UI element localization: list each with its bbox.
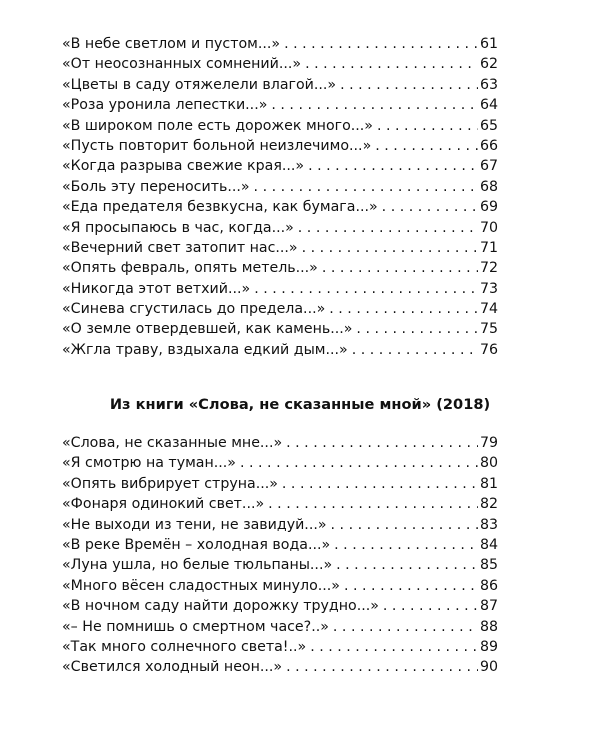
dot-leader <box>375 136 478 156</box>
dot-leader <box>352 340 478 360</box>
toc-entry-title: «Много вёсен сладостных минуло...» <box>62 577 340 594</box>
toc-entry-page: 89 <box>479 638 498 655</box>
toc-entry-page: 62 <box>479 56 498 73</box>
toc-entry-title: «В небе светлом и пустом...» <box>62 36 281 52</box>
dot-leader <box>254 177 478 197</box>
toc-entry-page: 82 <box>479 496 498 513</box>
toc-entry-title: «Никогда этот ветхий...» <box>62 280 251 297</box>
dot-leader <box>310 637 478 657</box>
toc-entry-title: «Пусть повторит больной неизлечимо...» <box>62 137 372 154</box>
toc-entry-page: 65 <box>479 117 498 134</box>
toc-entry-title: «Я просыпаюсь в час, когда...» <box>62 219 294 236</box>
dot-leader <box>377 116 478 136</box>
toc-entry[interactable] <box>62 136 498 156</box>
toc-entry[interactable] <box>62 433 498 453</box>
toc-entry-page: 61 <box>479 36 498 52</box>
toc-entry-page: 90 <box>479 659 498 676</box>
toc-entry-page: 86 <box>479 577 498 594</box>
dot-leader <box>308 156 478 176</box>
dot-leader <box>356 319 478 339</box>
toc-entry[interactable] <box>62 238 498 258</box>
toc-entry-title: «В широком поле есть дорожек много...» <box>62 117 373 134</box>
toc-entry[interactable] <box>62 299 498 319</box>
toc-entry-page: 85 <box>479 557 498 574</box>
toc-entry[interactable] <box>62 279 498 299</box>
dot-leader <box>286 433 478 453</box>
toc-entry-page: 73 <box>479 280 498 297</box>
toc-entry-page: 66 <box>479 137 498 154</box>
toc-entry-page: 83 <box>479 516 498 533</box>
toc-entry-title: «В ночном саду найти дорожку трудно...» <box>62 598 379 615</box>
toc-entry-title: «Вечерний свет затопит нас...» <box>62 239 298 256</box>
toc-entry-title: «Я смотрю на туман...» <box>62 455 236 472</box>
toc-entry[interactable] <box>62 197 498 217</box>
table-of-contents-part1 <box>62 34 498 360</box>
dot-leader <box>254 279 478 299</box>
toc-entry-title: «В реке Времён – холодная вода...» <box>62 536 331 553</box>
toc-entry-page: 63 <box>479 76 498 93</box>
dot-leader <box>268 494 478 514</box>
toc-entry-title: «Цветы в саду отяжелели влагой...» <box>62 76 337 93</box>
dot-leader <box>340 75 478 95</box>
toc-entry[interactable] <box>62 34 498 54</box>
toc-entry-page: 74 <box>479 301 498 318</box>
toc-entry-page: 75 <box>479 321 498 338</box>
dot-leader <box>333 617 478 637</box>
toc-entry-page: 87 <box>479 598 498 615</box>
toc-entry-title: «Светился холодный неон...» <box>62 659 283 676</box>
toc-entry-title: «Опять февраль, опять метель...» <box>62 260 318 277</box>
toc-entry-page: 79 <box>479 435 498 451</box>
toc-entry[interactable] <box>62 75 498 95</box>
dot-leader <box>329 299 478 319</box>
toc-entry-page: 81 <box>479 475 498 492</box>
toc-entry-title: «Еда предателя безвкусна, как бумага...» <box>62 199 378 216</box>
toc-entry[interactable] <box>62 474 498 494</box>
dot-leader <box>344 576 478 596</box>
dot-leader <box>322 258 478 278</box>
toc-entry-title: «Жгла траву, вздыхала едкий дым...» <box>62 341 348 358</box>
toc-entry-title: «Слова, не сказанные мне...» <box>62 435 283 451</box>
toc-entry[interactable] <box>62 657 498 677</box>
toc-entry-title: «Опять вибрирует струна...» <box>62 475 278 492</box>
toc-entry-page: 84 <box>479 536 498 553</box>
dot-leader <box>336 555 478 575</box>
toc-entry[interactable] <box>62 453 498 473</box>
dot-leader <box>302 238 478 258</box>
toc-entry-page: 71 <box>479 239 498 256</box>
toc-entry[interactable] <box>62 576 498 596</box>
toc-entry-title: «Не выходи из тени, не завидуй...» <box>62 516 327 533</box>
toc-entry-page: 68 <box>479 178 498 195</box>
dot-leader <box>240 453 478 473</box>
toc-entry[interactable] <box>62 95 498 115</box>
section-heading: Из книги «Слова, не сказанные мной» (2018) <box>109 396 491 413</box>
toc-entry[interactable] <box>62 116 498 136</box>
dot-leader <box>284 34 478 54</box>
toc-entry-page: 64 <box>479 97 498 114</box>
toc-entry-title: «Фонаря одинокий свет...» <box>62 496 265 513</box>
table-of-contents-part2 <box>62 433 498 678</box>
toc-entry-title: «От неосознанных сомнений...» <box>62 56 302 73</box>
toc-entry-page: 69 <box>479 199 498 216</box>
dot-leader <box>383 596 478 616</box>
dot-leader <box>331 515 478 535</box>
toc-entry-page: 88 <box>479 618 498 635</box>
toc-entry[interactable] <box>62 494 498 514</box>
toc-entry[interactable] <box>62 258 498 278</box>
dot-leader <box>282 474 478 494</box>
toc-entry-title: «Луна ушла, но белые тюльпаны...» <box>62 557 333 574</box>
dot-leader <box>286 657 478 677</box>
toc-entry-page: 80 <box>479 455 498 472</box>
toc-entry[interactable] <box>62 340 498 360</box>
toc-entry-page: 72 <box>479 260 498 277</box>
toc-entry[interactable] <box>62 637 498 657</box>
toc-entry[interactable] <box>62 596 498 616</box>
dot-leader <box>334 535 478 555</box>
toc-entry[interactable] <box>62 617 498 637</box>
toc-entry[interactable] <box>62 54 498 74</box>
toc-entry[interactable] <box>62 535 498 555</box>
toc-entry-page: 76 <box>479 341 498 358</box>
dot-leader <box>305 54 478 74</box>
toc-entry-title: «Синева сгустилась до предела...» <box>62 301 326 318</box>
toc-entry-title: «Роза уронила лепестки...» <box>62 97 268 114</box>
dot-leader <box>382 197 478 217</box>
toc-entry[interactable] <box>62 156 498 176</box>
toc-entry[interactable] <box>62 177 498 197</box>
toc-entry-page: 70 <box>479 219 498 236</box>
toc-entry-title: «О земле отвердевшей, как камень...» <box>62 321 353 338</box>
toc-entry[interactable] <box>62 218 498 238</box>
toc-entry[interactable] <box>62 555 498 575</box>
dot-leader <box>298 218 478 238</box>
toc-entry[interactable] <box>62 319 498 339</box>
toc-entry-title: «– Не помнишь о смертном часе?..» <box>62 618 329 635</box>
dot-leader <box>271 95 478 115</box>
toc-entry-title: «Боль эту переносить...» <box>62 178 250 195</box>
toc-entry-title: «Когда разрыва свежие края...» <box>62 158 305 175</box>
toc-entry-title: «Так много солнечного света!..» <box>62 638 307 655</box>
toc-entry[interactable] <box>62 515 498 535</box>
toc-entry-page: 67 <box>479 158 498 175</box>
